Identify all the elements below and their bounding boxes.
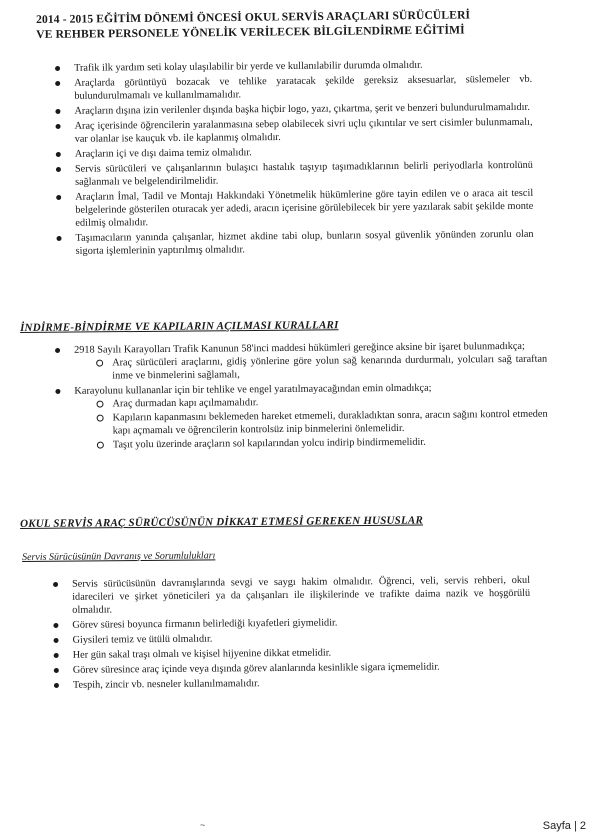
sub-list-item: Kapıların kapanmasını beklemeden hareket etmemeli, durakladıktan sonra, aracın sağını kontrol etmeden kapı açmamalı ve öğrencilerin kontrolsüz inip binmelerini önlemelidir. [95,408,548,438]
section-heading-driver: OKUL SERVİS ARAÇ SÜRÜCÜSÜNÜN DİKKAT ETMESİ GEREKEN HUSUSLAR [20,514,424,530]
list-item [52,340,547,383]
title-line-2: VE REHBER PERSONELE YÖNELİK VERİLECEK BİLGİLENDİRME EĞİTİMİ [36,23,465,41]
list-item: Görev süresince araç içinde veya dışında görev alanlarında kesinlikle sigara içmemelidir. [51,660,531,677]
sub-list-item: Araç durmadan kapı açılmamalıdır. [94,394,547,411]
boarding-rules-list [52,340,548,454]
subheading-driver-responsibilities: Servis Sürücüsünün Davranış ve Sorumlulukları [22,550,216,563]
list-item-text: Karayolunu kullananlar için bir tehlike ve engel yaratılmayacağından emin olmadıkça; [74,382,432,397]
list-item: Giysileri temiz ve ütülü olmalıdır. [50,630,530,647]
list-item: Taşımacıların yanında çalışanlar, hizmet akdine tabi olup, bunların sosyal güvenlik yönünden zorunlu olan sigorta işlemlerinin yaptırılmış olmalıdır. [53,228,533,258]
list-item: Araç içerisinde öğrencilerin yaralanmasına sebep olabilecek sivri uçlu çıkıntılar ve sert cisimler bulunmamalı, var olanlar ise kauçuk vb. ile kaplanmış olmalıdır. [53,116,533,146]
driver-rules-list [50,574,531,694]
general-rules-list [52,58,534,260]
list-item: Servis sürücüleri ve çalışanlarının bulaşıcı hastalık taşıyıp taşımadıklarının belirli periyodlarla kontrolünü sağlanmalı ve belgelendirilmelidir. [53,159,533,189]
list-item: Araçların İmal, Tadil ve Montajı Hakkındaki Yönetmelik hükümlerine göre tayin edilen ve o araca ait tescil belgelerinde gösterilen oturacak yer adedi, aracın içerisine görülebilecek bir yere yazılarak sabit şekilde monte edilmiş olmalıdır. [53,187,533,230]
list-item-text: 2918 Sayılı Karayolları Trafik Kanunun 58'inci maddesi hükümleri gereğince aksine bir işaret bulunmadıkça; [74,340,525,356]
list-item: Araçların içi ve dışı daima temiz olmalıdır. [53,144,533,161]
list-item: Görev süresi boyunca firmanın belirlediği kıyafetleri giymelidir. [50,615,530,632]
list-item: Araçlarda görüntüyü bozacak ve tehlike yaratacak şekilde gereksiz aksesuarlar, süslemeler vb. bulundurulmamalı ve kullanılmamalıdır. [52,73,532,103]
section-heading-boarding: İNDİRME-BİNDİRME VE KAPILARIN AÇILMASI KURALLARI [20,319,339,334]
sub-list [74,394,547,452]
list-item: Servis sürücüsünün davranışlarında sevgi ve saygı hakim olmalıdır. Öğrenci, veli, servis rehberi, okul idarecileri ve şirket yöneticileri ya da çalışanları ile ilişkilerinde ve trafikte daima nazik ve hoşgörülü olmalıdır. [50,574,530,617]
sub-list-item: Taşıt yolu üzerinde araçların sol kapılarından yolcu indirip bindirmemelidir. [95,435,548,452]
scan-mark: ~ [200,820,206,830]
list-item: Tespih, zincir vb. nesneler kullanılmamalıdır. [51,675,531,692]
sub-list-item: Araç sürücüleri araçlarını, gidiş yönlerine göre yolun sağ kenarında durdurmalı, yolcuları sağ taraftan inme ve binmelerini sağlamalı, [94,353,547,383]
list-item: Her gün sakal traşı olmalı ve kişisel hijyenine dikkat etmelidir. [51,645,531,662]
list-item [52,381,548,452]
title-line-1: 2014 - 2015 EĞİTİM DÖNEMİ ÖNCESİ OKUL SERVİS ARAÇLARI SÜRÜCÜLERİ [36,8,471,26]
document-title [36,6,566,42]
sub-list [74,353,547,383]
list-item: Trafik ilk yardım seti kolay ulaşılabilir bir yerde ve kullanılabilir durumda olmalıdır. [52,58,532,75]
page-number: Sayfa | 2 [542,820,586,832]
list-item: Araçların dışına izin verilenler dışında başka hiçbir logo, yazı, çıkartma, şerit ve benzeri bulundurulmamalıdır. [52,101,532,118]
